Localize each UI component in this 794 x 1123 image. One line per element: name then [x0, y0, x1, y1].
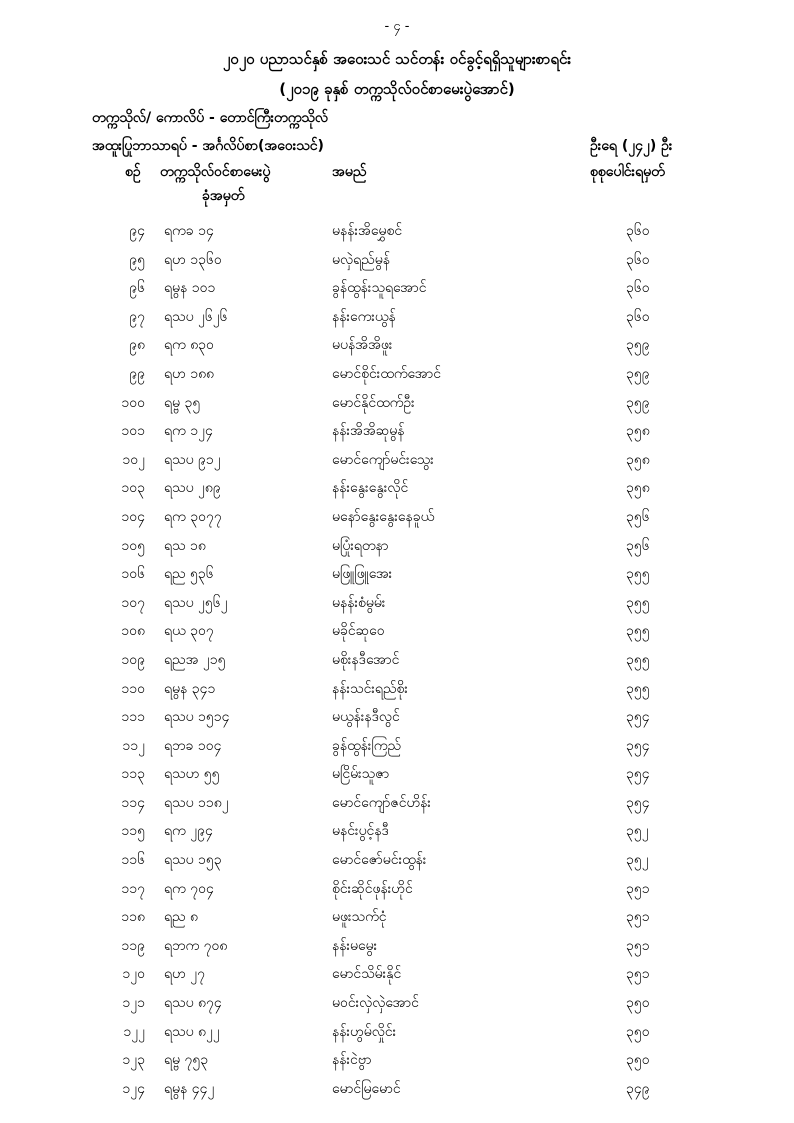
table-row [0, 707, 794, 736]
table-row [0, 507, 794, 536]
total-marks: ၃၅၁ [626, 909, 650, 926]
roll-number: ရဘက ၇၀၈ [164, 937, 228, 954]
table-row [0, 907, 794, 936]
table-row [0, 993, 794, 1022]
roll-number: ရသပ ၉၁၂ [164, 451, 221, 468]
roll-number: ရသပ ၈၂၂ [164, 1023, 220, 1040]
table-row [0, 1050, 794, 1079]
roll-number: ရသ ၁၈ [164, 537, 206, 554]
roll-number: ရညအ ၂၁၅ [164, 651, 226, 668]
total-marks: ၃၅၄ [626, 766, 650, 783]
table-row [0, 736, 794, 765]
row-number: ၁၁၃ [121, 766, 145, 783]
total-marks: ၃၅၅ [626, 680, 650, 697]
table-row [0, 221, 794, 250]
document-title: ၂၀၂၀ ပညာသင်နှစ် အဝေးသင် သင်တန်း ဝင်ခွင့်ရရှိသူများစာရင်း [222, 50, 572, 68]
table-row [0, 650, 794, 679]
total-marks: ၃၅၉ [626, 365, 650, 382]
student-name: မောင်မြမောင် [332, 1080, 401, 1097]
row-number: ၁၂၂ [123, 1023, 145, 1040]
student-name: မဝင်းလှဲလှဲအောင် [332, 995, 419, 1012]
row-number: ၁၂၄ [122, 1080, 145, 1097]
student-name: နန်းနွေးနွေးလိုင် [332, 480, 409, 497]
table-row [0, 1022, 794, 1051]
table-row [0, 621, 794, 650]
header-roll-number-line2: ခုံအမှတ် [202, 188, 245, 204]
roll-number: ရက ၂၉၄ [164, 823, 213, 840]
student-name: နန်းမမွေး [332, 937, 378, 954]
student-name: စိုင်းဆိုင်ဖုန်းဟိုင် [332, 880, 413, 897]
row-number: ၁၁၇ [121, 880, 145, 897]
table-row [0, 335, 794, 364]
row-number: ၉၄ [129, 223, 145, 239]
student-name: မဖြူဖြူအေး [332, 566, 393, 583]
total-marks: ၃၅၉ [626, 394, 650, 411]
student-name: မဖူးသက်ငုံ [332, 909, 387, 926]
roll-number: ရသပ ၂၆၂၆ [164, 308, 228, 325]
row-number: ၁၀၅ [121, 537, 145, 554]
table-row [0, 850, 794, 879]
total-marks: ၃၅၁ [626, 880, 650, 897]
row-number: ၁၂၃ [122, 1052, 145, 1069]
total-students: ဦးရေ (၂၄၂) ဦး [590, 138, 673, 154]
row-number: ၁၀၉ [121, 651, 145, 668]
table-row [0, 936, 794, 965]
total-marks: ၃၅၀ [626, 1023, 650, 1040]
table-row [0, 564, 794, 593]
header-no: စဉ် [125, 164, 141, 180]
row-number: ၁၁၂ [122, 737, 145, 754]
total-marks: ၃၅၄ [626, 709, 650, 726]
total-marks: ၃၅၅ [626, 623, 650, 640]
student-name: မောင်နိုင်ထက်ဦး [332, 394, 415, 411]
table-row [0, 964, 794, 993]
header-roll-number: တက္ကသိုလ်ဝင်စာမေးပွဲ [160, 164, 271, 180]
total-marks: ၃၆၀ [626, 223, 650, 239]
roll-number: ရဟ ၁၈၈ [164, 365, 215, 382]
roll-number: ရသပ ၂၅၆၂ [164, 594, 228, 611]
total-marks: ၃၆၀ [626, 251, 650, 268]
table-row [0, 793, 794, 822]
student-name: မပန်အိအိဖူး [332, 337, 393, 354]
row-number: ၁၀၀ [121, 394, 145, 411]
total-marks: ၃၅၅ [626, 566, 650, 583]
row-number: ၉၉ [129, 365, 145, 382]
total-marks: ၃၅၆ [626, 508, 650, 525]
row-number: ၁၀၄ [121, 508, 145, 525]
total-marks: ၃၅၀ [626, 1052, 650, 1069]
row-number: ၉၆ [129, 280, 145, 297]
total-marks: ၃၅၁ [626, 937, 650, 954]
student-name: မစိုးနဒီအောင် [332, 651, 400, 668]
row-number: ၉၈ [129, 337, 145, 354]
student-list [0, 221, 794, 1107]
student-name: မောင်ဇော်မင်းထွန်း [332, 852, 427, 869]
header-total-marks: စုစုပေါင်းရမှတ် [590, 164, 665, 180]
roll-number: ရမွန ၁၀၁ [164, 280, 216, 297]
table-row [0, 536, 794, 565]
roll-number: ရယ ၃၀၇ [164, 623, 214, 640]
student-name: နန်းဟွမ်လှိုင်း [332, 1023, 397, 1040]
total-marks: ၃၅၀ [626, 995, 650, 1012]
row-number: ၁၁၅ [121, 823, 145, 840]
total-marks: ၃၅၅ [626, 651, 650, 668]
student-name: မနော်နွေးနွေးနေခူယ် [332, 508, 435, 525]
student-name: မပြုံးရတနာ [332, 537, 389, 554]
student-name: မနင်းပွင့်နဒီ [332, 823, 389, 840]
row-number: ၁၀၆ [121, 566, 145, 583]
roll-number: ရမွန ၄၄၂ [164, 1080, 215, 1097]
page-number: - ၄ - [384, 19, 410, 34]
total-marks: ၃၅၅ [626, 594, 650, 611]
table-row [0, 679, 794, 708]
total-marks: ၃၅၈ [626, 480, 650, 497]
roll-number: ရမွန ၃၄၁ [164, 680, 216, 697]
student-name: ခွန်ထွန်းကြည် [332, 737, 402, 754]
row-number: ၁၁၀ [121, 680, 145, 697]
total-marks: ၃၄၉ [626, 1080, 650, 1097]
total-marks: ၃၅၂ [626, 823, 649, 840]
table-row [0, 593, 794, 622]
roll-number: ရဟ ၁၃၆၀ [164, 251, 222, 268]
roll-number: ရည ၈ [164, 909, 199, 926]
student-name: ခွန်ထွန်းသူရအောင် [332, 280, 427, 297]
table-row [0, 307, 794, 336]
roll-number: ရက ၈၃၀ [164, 337, 214, 354]
roll-number: ရက ၁၂၄ [164, 423, 213, 440]
roll-number: ရကခ ၁၄ [164, 223, 214, 239]
document-subtitle: (၂၀၁၉ ခုနှစ် တက္ကသိုလ်ဝင်စာမေးပွဲအောင်) [279, 80, 515, 98]
total-marks: ၃၆၀ [626, 280, 650, 297]
table-row [0, 764, 794, 793]
roll-number: ရဟ ၂၇ [164, 966, 205, 983]
row-number: ၁၁၆ [121, 852, 145, 869]
student-name: နန်းသင်းရည်စိုး [332, 680, 408, 697]
table-row [0, 450, 794, 479]
student-name: နန်းအိအိဆုမွန် [332, 423, 405, 440]
student-name: မောင်စိုင်းထက်အောင် [332, 365, 441, 382]
student-name: မနန်းအိမွှေစင် [332, 223, 403, 239]
major-line: အထူးပြုဘာသာရပ် - အင်္ဂလိပ်စာ(အဝေးသင်) [92, 138, 324, 154]
total-marks: ၃၅၂ [626, 852, 649, 869]
roll-number: ရသပ ၂၈၉ [164, 480, 221, 497]
row-number: ၁၁၁ [121, 709, 145, 726]
roll-number: ရမ္ဗ ၇၅၃ [164, 1052, 209, 1069]
roll-number: ရက ၃၀၇၇ [164, 508, 222, 525]
table-row [0, 879, 794, 908]
row-number: ၉၇ [129, 308, 145, 325]
roll-number: ရဘခ ၁၀၄ [164, 737, 222, 754]
student-name: မောင်သိမ်းနိုင် [332, 966, 402, 983]
row-number: ၁၁၄ [121, 794, 145, 811]
row-number: ၁၀၇ [121, 594, 145, 611]
total-marks: ၃၅၉ [626, 337, 650, 354]
row-number: ၁၀၁ [121, 423, 145, 440]
table-row [0, 393, 794, 422]
roll-number: ရသပ ၁၅၃ [164, 852, 222, 869]
row-number: ၁၂၀ [122, 966, 145, 983]
roll-number: ရသပ ၁၁၈၂ [164, 794, 229, 811]
total-marks: ၃၅၄ [626, 737, 650, 754]
student-name: မောင်ကျော်မင်းသွေး [332, 451, 434, 468]
roll-number: ရမ္ဗ ၃၅ [164, 394, 201, 411]
student-name: မငြိမ်းသူဇာ [332, 766, 390, 783]
roll-number: ရသပ ၈၇၄ [164, 995, 222, 1012]
row-number: ၁၀၃ [121, 480, 145, 497]
row-number: ၁၁၉ [121, 937, 145, 954]
row-number: ၁၀၈ [121, 623, 145, 640]
student-name: နန်းကေးယွန် [332, 308, 396, 325]
student-name: မခိုင်ဆုဝေ [332, 623, 385, 640]
university-line: တက္ကသိုလ်/ ကောလိပ် - တောင်ကြီးတက္ကသိုလ် [92, 110, 329, 126]
total-marks: ၃၅၆ [626, 537, 650, 554]
roll-number: ရသဟ ၅၅ [164, 766, 220, 783]
table-row [0, 821, 794, 850]
roll-number: ရည ၅၃၆ [164, 566, 214, 583]
student-name: မောင်ကျော်ဇင်ဟိန်း [332, 794, 431, 811]
table-row [0, 421, 794, 450]
table-row [0, 478, 794, 507]
student-name: မယွန်းနဒီလွင် [332, 709, 400, 726]
row-number: ၁၁၈ [121, 909, 145, 926]
student-name: မလှဲရည်မွန် [332, 251, 390, 268]
student-name: မနန်းစံမွမ်း [332, 594, 386, 611]
total-marks: ၃၆၀ [626, 308, 650, 325]
table-row [0, 250, 794, 279]
table-row [0, 364, 794, 393]
roll-number: ရသပ ၁၅၁၄ [164, 709, 230, 726]
total-marks: ၃၅၄ [626, 794, 650, 811]
table-row [0, 1079, 794, 1108]
roll-number: ရက ၇၀၄ [164, 880, 214, 897]
row-number: ၉၅ [129, 251, 145, 268]
student-name: နန်းငဲဗွာ [332, 1052, 372, 1069]
total-marks: ၃၅၈ [626, 423, 650, 440]
row-number: ၁၂၁ [122, 995, 145, 1012]
table-row [0, 278, 794, 307]
row-number: ၁၀၂ [122, 451, 145, 468]
total-marks: ၃၅၈ [626, 451, 650, 468]
header-name: အမည် [332, 164, 367, 180]
total-marks: ၃၅၁ [626, 966, 650, 983]
